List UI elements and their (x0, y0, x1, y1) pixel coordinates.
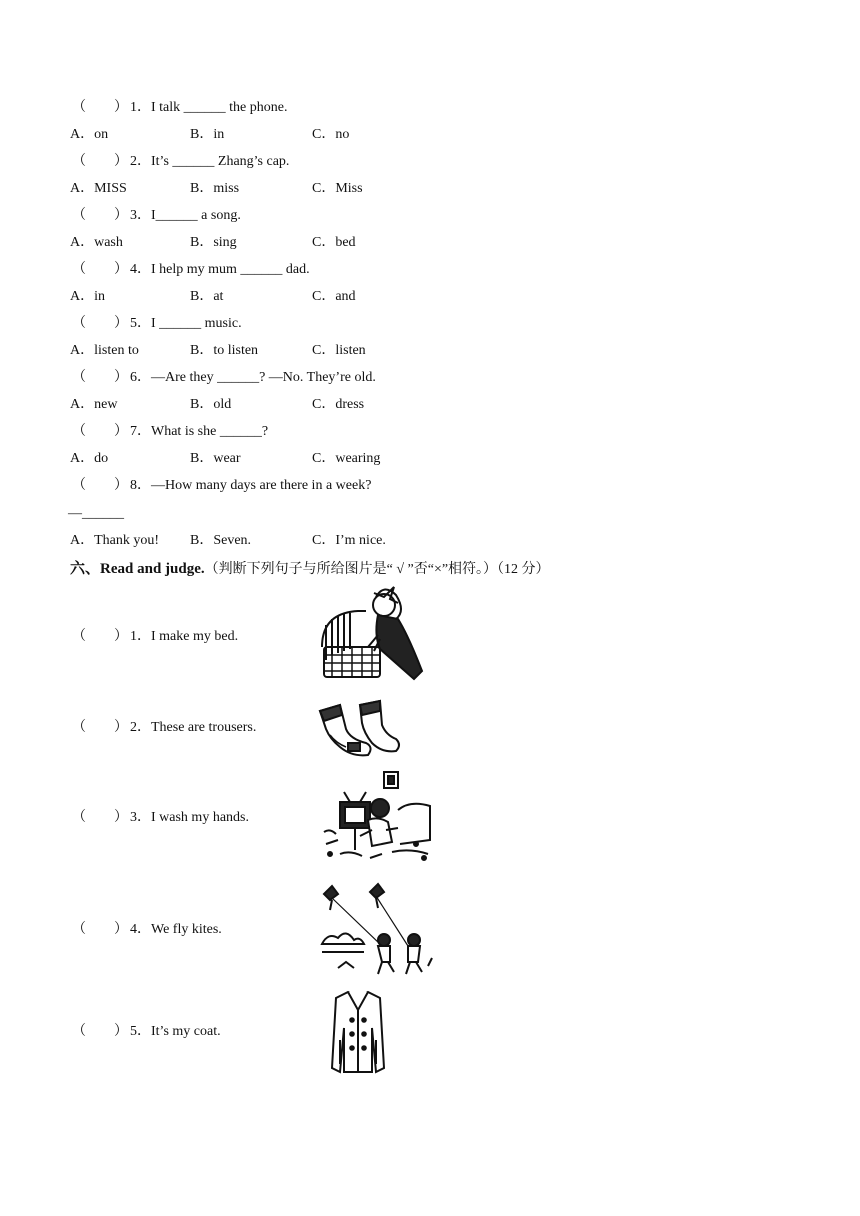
answer-paren[interactable]: （ ） (72, 810, 128, 825)
option-a: A．wash (70, 235, 123, 250)
option-a: A．on (70, 127, 109, 142)
option-b: B．at (190, 289, 224, 304)
answer-paren[interactable]: （ ） (72, 720, 128, 735)
option-a: A．in (70, 289, 105, 304)
judge-item-1: （ ） 1．I make my bed. (72, 629, 239, 644)
option-a: A．listen to (70, 343, 139, 358)
option-b: B．wear (190, 451, 241, 466)
judge-item-2: （ ） 2．These are trousers. (72, 720, 257, 735)
option-b: B．to listen (190, 343, 259, 358)
answer-paren[interactable]: （ ） (72, 478, 128, 493)
section-heading (70, 559, 550, 580)
answer-paren[interactable]: （ ） (72, 1024, 128, 1039)
option-b: B．miss (190, 181, 240, 196)
question-stem: （ ） 5．I ______ music. (72, 316, 242, 331)
coat-picture (328, 988, 388, 1076)
option-c: C．wearing (312, 451, 381, 466)
judge-item-3: （ ） 3．I wash my hands. (72, 810, 249, 825)
question-stem: （ ） 3．I______ a song. (72, 208, 241, 223)
option-a: A．MISS (70, 181, 127, 196)
section-instruction: （判断下列句子与所给图片是“ √ ”否“×”相符。）（12 分） (204, 562, 550, 577)
option-c: C．dress (312, 397, 365, 412)
section-number: 六、 (70, 561, 101, 577)
option-c: C．listen (312, 343, 366, 358)
judge-item-5: （ ） 5．It’s my coat. (72, 1024, 221, 1039)
option-c: C．bed (312, 235, 356, 250)
boy-watching-tv-picture (320, 770, 434, 870)
option-c: C．no (312, 127, 350, 142)
socks-picture (316, 699, 402, 759)
section-title: Read and judge. (100, 561, 205, 577)
answer-paren[interactable]: （ ） (72, 629, 128, 644)
question-stem: （ ） 2．It’s ______ Zhang’s cap. (72, 154, 290, 169)
option-c: C．Miss (312, 181, 363, 196)
answer-paren[interactable]: （ ） (72, 316, 128, 331)
option-b: B．sing (190, 235, 237, 250)
option-a: A．new (70, 397, 118, 412)
answer-paren[interactable]: （ ） (72, 424, 128, 439)
answer-paren[interactable]: （ ） (72, 262, 128, 277)
answer-paren[interactable]: （ ） (72, 154, 128, 169)
option-a: A．Thank you! (70, 533, 160, 548)
answer-paren[interactable]: （ ） (72, 208, 128, 223)
option-a: A．do (70, 451, 109, 466)
kids-flying-kites-picture (320, 882, 434, 978)
answer-paren[interactable]: （ ） (72, 100, 128, 115)
option-c: C．I’m nice. (312, 533, 386, 548)
answer-paren[interactable]: （ ） (72, 922, 128, 937)
question-stem: （ ） 6．—Are they ______? —No. They’re old. (72, 370, 376, 385)
answer-paren[interactable]: （ ） (72, 370, 128, 385)
option-b: B．in (190, 127, 225, 142)
question-stem: （ ） 4．I help my mum ______ dad. (72, 262, 310, 277)
question-stem: （ ） 1．I talk ______ the phone. (72, 100, 288, 115)
judge-item-4: （ ） 4．We fly kites. (72, 922, 222, 937)
option-b: B．Seven. (190, 533, 252, 548)
answer-line: —______ (68, 506, 124, 521)
girl-making-bed-picture (318, 585, 424, 685)
option-b: B．old (190, 397, 232, 412)
question-stem: （ ） 7．What is she ______? (72, 424, 269, 439)
question-stem: （ ） 8．—How many days are there in a week? (72, 478, 372, 493)
option-c: C．and (312, 289, 356, 304)
